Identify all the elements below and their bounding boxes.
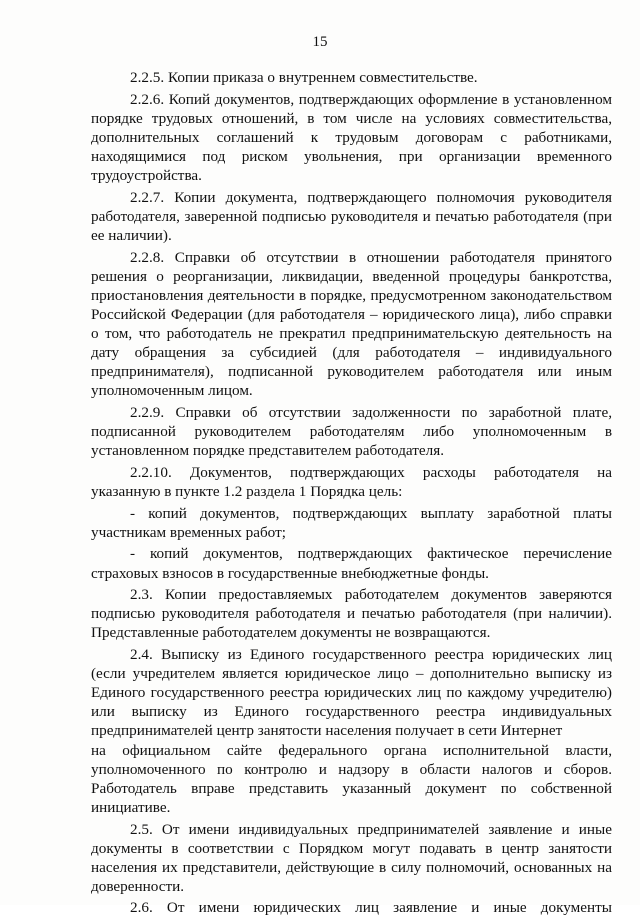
paragraph-2-3: 2.3. Копии предоставляемых работодателем документов заверяются подписью руководителя работодателя и печатью работодателя (при наличии). Представленные работодателем документы не возвращаются. xyxy=(91,586,612,642)
page-number: 15 xyxy=(312,34,328,50)
paragraph-2-4: 2.4. Выписку из Единого государственного реестра юридических лиц (если учредителем является юридическое лицо – дополнительно выписку из Единого государственного реестра юридических лиц по каждому учредителю) или выписку из Единого государственного реестра индивидуальных предпринимателей центр занятости населения получает в сети Интернет xyxy=(91,646,612,740)
paragraph-2-2-6: 2.2.6. Копий документов, подтверждающих оформление в установленном порядке трудовых отношений, в том числе на условиях совместительства, дополнительных соглашений к трудовым договорам с работниками, находящимися под риском увольнения, при организации временного трудоустройства. xyxy=(91,90,612,185)
paragraph-2-2-7: 2.2.7. Копии документа, подтверждающего полномочия руководителя работодателя, заверенной подписью руководителя и печатью работодателя (при ее наличии). xyxy=(91,188,612,244)
paragraph-2-2-10: 2.2.10. Документов, подтверждающих расходы работодателя на указанную в пункте 1.2 раздела 1 Порядка цель: xyxy=(91,463,612,500)
paragraph-2-2-8: 2.2.8. Справки об отсутствии в отношении работодателя принятого решения о реорганизации, ликвидации, введенной процедуры банкротства, приостановления деятельности в порядке, предусмотренном законодательством Российской Федерации (для работодателя – юридического лица), либо справки о том, что работодатель не прекратил предпринимательскую деятельность на дату обращения за субсидией (для работодателя – индивидуального предпринимателя), подписанной руководителем работодателя или иным уполномоченным лицом. xyxy=(91,248,612,400)
list-item-wage-payments: - копий документов, подтверждающих выплату заработной платы участникам временных работ; xyxy=(91,504,612,541)
paragraph-2-5: 2.5. От имени индивидуальных предпринимателей заявление и иные документы в соответствии с Порядком могут подавать в центр занятости населения их представители, действующие в силу полномочий, основанных на доверенности. xyxy=(91,820,612,895)
paragraph-2-2-9: 2.2.9. Справки об отсутствии задолженности по заработной плате, подписанной руководителем работодателям либо уполномоченным в установленном порядке представителем работодателя. xyxy=(91,403,612,460)
paragraph-2-6: 2.6. От имени юридических лиц заявление и иные документы xyxy=(130,899,612,917)
list-item-insurance-contributions: - копий документов, подтверждающих фактическое перечисление страховых взносов в государственные внебюджетные фонды. xyxy=(91,545,612,582)
paragraph-2-4-continued: на официальном сайте федерального органа исполнительной власти, уполномоченного по контролю и надзору в области налогов и сборов. Работодатель вправе представить указанный документ по собственной инициативе. xyxy=(91,741,612,816)
document-body xyxy=(91,68,612,920)
paragraph-2-2-5: 2.2.5. Копии приказа о внутреннем совместительстве. xyxy=(130,69,478,86)
